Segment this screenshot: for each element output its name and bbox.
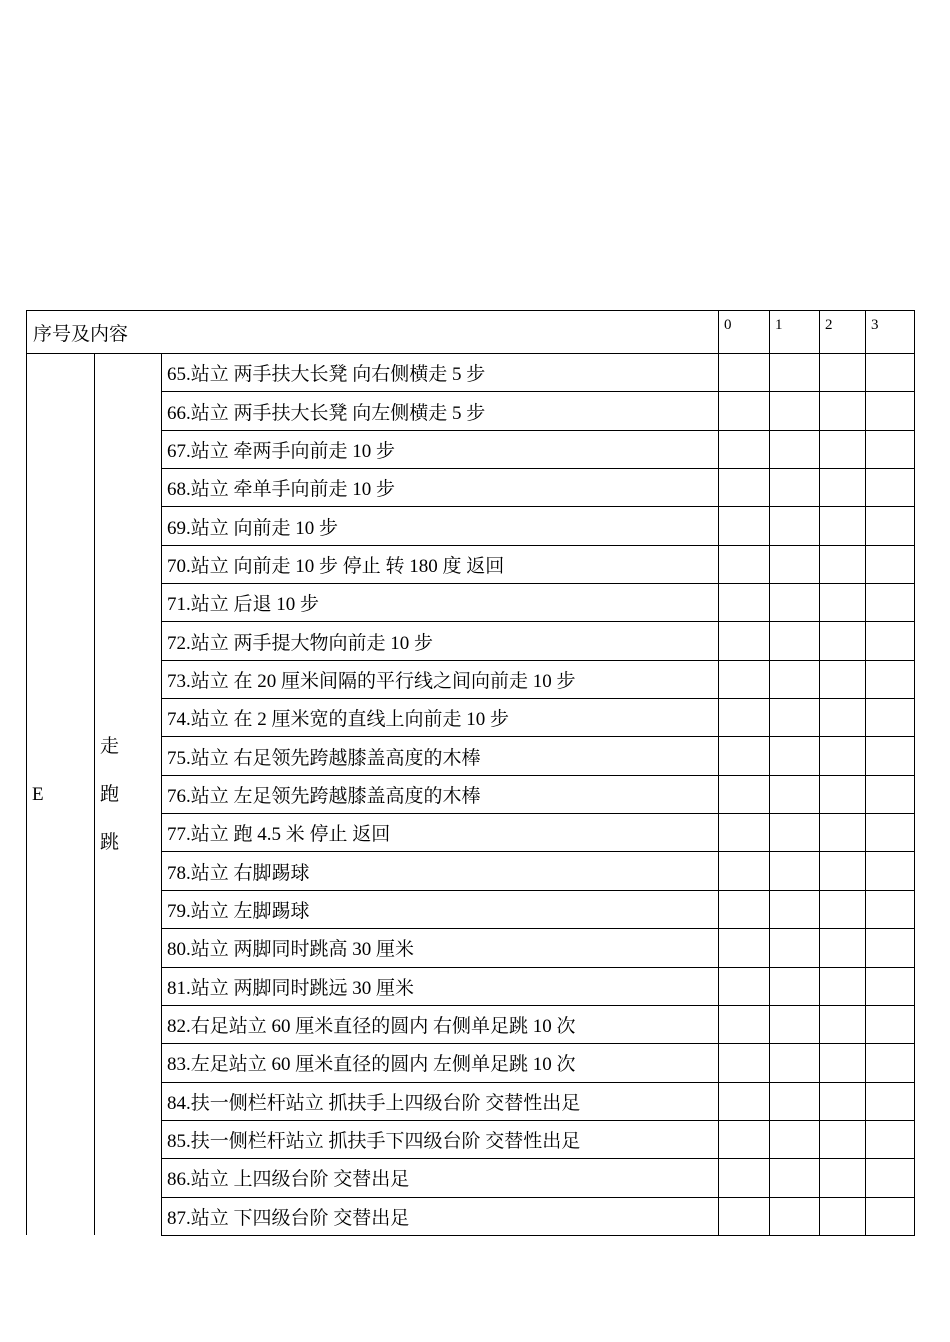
score-cell-2[interactable] <box>820 737 866 775</box>
header-row <box>27 311 915 354</box>
score-cell-1[interactable] <box>770 430 820 468</box>
score-cell-0[interactable] <box>719 545 770 583</box>
score-cell-2[interactable] <box>820 354 866 392</box>
score-cell-3[interactable] <box>866 929 915 967</box>
score-cell-2[interactable] <box>820 1005 866 1043</box>
item-text: 66.站立 两手扶大长凳 向左侧横走 5 步 <box>162 392 719 430</box>
score-cell-1[interactable] <box>770 1044 820 1082</box>
item-text: 82.右足站立 60 厘米直径的圆内 右侧单足跳 10 次 <box>162 1005 719 1043</box>
score-cell-3[interactable] <box>866 890 915 928</box>
score-cell-2[interactable] <box>820 890 866 928</box>
item-text: 79.站立 左脚踢球 <box>162 890 719 928</box>
score-cell-0[interactable] <box>719 1159 770 1197</box>
score-cell-2[interactable] <box>820 1044 866 1082</box>
item-text: 85.扶一侧栏杆站立 抓扶手下四级台阶 交替性出足 <box>162 1120 719 1158</box>
score-cell-2[interactable] <box>820 392 866 430</box>
score-cell-1[interactable] <box>770 929 820 967</box>
score-cell-2[interactable] <box>820 775 866 813</box>
score-cell-2[interactable] <box>820 584 866 622</box>
score-cell-1[interactable] <box>770 507 820 545</box>
item-text: 75.站立 右足领先跨越膝盖高度的木棒 <box>162 737 719 775</box>
score-cell-1[interactable] <box>770 814 820 852</box>
category-code: E <box>27 354 95 1236</box>
score-cell-1[interactable] <box>770 737 820 775</box>
score-cell-3[interactable] <box>866 737 915 775</box>
score-cell-3[interactable] <box>866 507 915 545</box>
subcategory-label <box>95 354 162 1236</box>
score-cell-2[interactable] <box>820 507 866 545</box>
score-cell-0[interactable] <box>719 392 770 430</box>
score-cell-3[interactable] <box>866 699 915 737</box>
score-cell-3[interactable] <box>866 469 915 507</box>
score-header-2: 2 <box>820 311 866 354</box>
score-cell-1[interactable] <box>770 469 820 507</box>
score-cell-3[interactable] <box>866 545 915 583</box>
item-text: 73.站立 在 20 厘米间隔的平行线之间向前走 10 步 <box>162 660 719 698</box>
score-cell-0[interactable] <box>719 737 770 775</box>
item-text: 77.站立 跑 4.5 米 停止 返回 <box>162 814 719 852</box>
score-cell-3[interactable] <box>866 584 915 622</box>
score-cell-1[interactable] <box>770 622 820 660</box>
score-cell-0[interactable] <box>719 622 770 660</box>
item-text: 72.站立 两手提大物向前走 10 步 <box>162 622 719 660</box>
item-text: 84.扶一侧栏杆站立 抓扶手上四级台阶 交替性出足 <box>162 1082 719 1120</box>
item-text: 67.站立 牵两手向前走 10 步 <box>162 430 719 468</box>
score-cell-1[interactable] <box>770 775 820 813</box>
score-cell-2[interactable] <box>820 1197 866 1235</box>
score-table <box>26 310 915 1236</box>
score-cell-0[interactable] <box>719 967 770 1005</box>
score-cell-3[interactable] <box>866 1159 915 1197</box>
score-cell-2[interactable] <box>820 545 866 583</box>
score-cell-3[interactable] <box>866 354 915 392</box>
score-cell-3[interactable] <box>866 392 915 430</box>
score-header-0: 0 <box>719 311 770 354</box>
item-text: 71.站立 后退 10 步 <box>162 584 719 622</box>
score-cell-1[interactable] <box>770 392 820 430</box>
score-cell-3[interactable] <box>866 967 915 1005</box>
subcategory-char: 跳 <box>100 831 120 853</box>
score-cell-0[interactable] <box>719 584 770 622</box>
score-cell-2[interactable] <box>820 1159 866 1197</box>
score-cell-1[interactable] <box>770 660 820 698</box>
score-cell-0[interactable] <box>719 890 770 928</box>
score-cell-0[interactable] <box>719 507 770 545</box>
subcategory-char: 跑 <box>100 783 120 805</box>
item-text: 81.站立 两脚同时跳远 30 厘米 <box>162 967 719 1005</box>
item-text: 78.站立 右脚踢球 <box>162 852 719 890</box>
item-text: 68.站立 牵单手向前走 10 步 <box>162 469 719 507</box>
score-cell-1[interactable] <box>770 1120 820 1158</box>
score-cell-0[interactable] <box>719 775 770 813</box>
score-header-3: 3 <box>866 311 915 354</box>
score-cell-1[interactable] <box>770 1159 820 1197</box>
score-cell-3[interactable] <box>866 1120 915 1158</box>
score-cell-0[interactable] <box>719 469 770 507</box>
score-cell-0[interactable] <box>719 354 770 392</box>
score-cell-1[interactable] <box>770 1197 820 1235</box>
score-cell-1[interactable] <box>770 354 820 392</box>
score-cell-2[interactable] <box>820 622 866 660</box>
item-text: 83.左足站立 60 厘米直径的圆内 左侧单足跳 10 次 <box>162 1044 719 1082</box>
score-cell-0[interactable] <box>719 852 770 890</box>
score-cell-3[interactable] <box>866 660 915 698</box>
score-cell-2[interactable] <box>820 699 866 737</box>
score-cell-3[interactable] <box>866 430 915 468</box>
item-text: 87.站立 下四级台阶 交替出足 <box>162 1197 719 1235</box>
score-cell-1[interactable] <box>770 699 820 737</box>
score-cell-3[interactable] <box>866 1082 915 1120</box>
score-cell-0[interactable] <box>719 430 770 468</box>
score-cell-0[interactable] <box>719 699 770 737</box>
score-cell-2[interactable] <box>820 1120 866 1158</box>
score-cell-2[interactable] <box>820 660 866 698</box>
score-cell-0[interactable] <box>719 1044 770 1082</box>
item-text: 80.站立 两脚同时跳高 30 厘米 <box>162 929 719 967</box>
score-cell-1[interactable] <box>770 852 820 890</box>
score-header-1: 1 <box>770 311 820 354</box>
score-cell-1[interactable] <box>770 545 820 583</box>
item-text: 74.站立 在 2 厘米宽的直线上向前走 10 步 <box>162 699 719 737</box>
score-cell-2[interactable] <box>820 430 866 468</box>
item-text: 65.站立 两手扶大长凳 向右侧横走 5 步 <box>162 354 719 392</box>
score-cell-0[interactable] <box>719 1120 770 1158</box>
score-cell-0[interactable] <box>719 1082 770 1120</box>
score-cell-3[interactable] <box>866 1005 915 1043</box>
score-cell-0[interactable] <box>719 1197 770 1235</box>
item-text: 70.站立 向前走 10 步 停止 转 180 度 返回 <box>162 545 719 583</box>
score-cell-0[interactable] <box>719 929 770 967</box>
score-cell-1[interactable] <box>770 584 820 622</box>
score-cell-2[interactable] <box>820 469 866 507</box>
header-title: 序号及内容 <box>27 311 719 354</box>
score-cell-1[interactable] <box>770 1005 820 1043</box>
item-text: 86.站立 上四级台阶 交替出足 <box>162 1159 719 1197</box>
score-cell-3[interactable] <box>866 852 915 890</box>
subcategory-char: 走 <box>100 735 120 757</box>
score-cell-0[interactable] <box>719 660 770 698</box>
assessment-table <box>26 310 914 1236</box>
score-cell-2[interactable] <box>820 1082 866 1120</box>
score-cell-3[interactable] <box>866 814 915 852</box>
score-cell-0[interactable] <box>719 814 770 852</box>
score-cell-1[interactable] <box>770 1082 820 1120</box>
score-cell-2[interactable] <box>820 814 866 852</box>
score-cell-0[interactable] <box>719 1005 770 1043</box>
score-cell-2[interactable] <box>820 967 866 1005</box>
score-cell-1[interactable] <box>770 890 820 928</box>
table-row <box>27 354 915 392</box>
score-cell-2[interactable] <box>820 929 866 967</box>
item-text: 76.站立 左足领先跨越膝盖高度的木棒 <box>162 775 719 813</box>
score-cell-1[interactable] <box>770 967 820 1005</box>
score-cell-3[interactable] <box>866 1044 915 1082</box>
score-cell-3[interactable] <box>866 622 915 660</box>
score-cell-3[interactable] <box>866 775 915 813</box>
score-cell-3[interactable] <box>866 1197 915 1235</box>
score-cell-2[interactable] <box>820 852 866 890</box>
item-text: 69.站立 向前走 10 步 <box>162 507 719 545</box>
